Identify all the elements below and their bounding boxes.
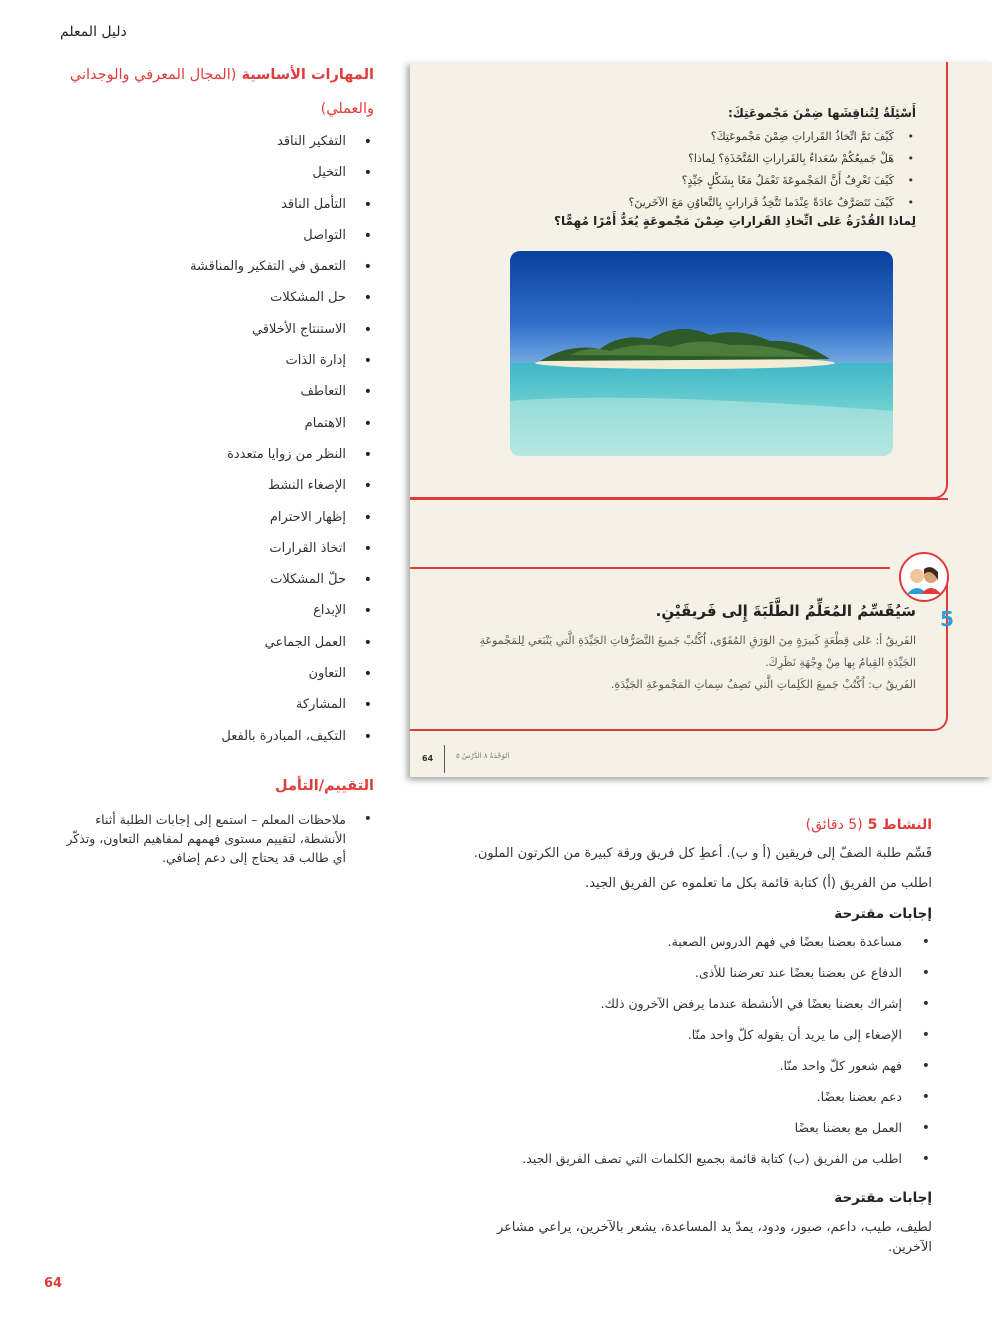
book-page-number: 64	[422, 754, 434, 763]
activity5-duration: (5 دقائق)	[805, 817, 863, 833]
activity-instructions	[456, 630, 916, 696]
activity5-para2: اطلب من الفريق (أ) كتابة قائمة بكل ما تعلموه عن الفريق الجيد.	[585, 876, 932, 891]
skills-list	[60, 132, 374, 758]
skill-item: اتخاذ القرارات •	[60, 539, 374, 570]
skills-section	[60, 58, 374, 758]
question-item: كَيْفَ تَعْرِفُ أَنَّ المَجْموعَةَ تَعْمَلُ مَعًا بِشَكْلٍ جَيِّدٍ؟ •	[476, 170, 916, 192]
skill-item: التعاطف •	[60, 382, 374, 413]
answer-item: الدفاع عن بعضنا بعضًا عند تعرضنا للأذى. •	[460, 961, 932, 992]
question-item: كَيْفَ تَمَّ اتِّخاذُ القَراراتِ ضِمْنَ مَجْموعَتِكَ؟ •	[476, 126, 916, 148]
skill-item: المشاركة •	[60, 695, 374, 726]
questions-title: أَسْئِلَةٌ لِتُناقِشَها ضِمْنَ مَجْموعَتِكَ:	[728, 106, 916, 120]
guide-title: دليل المعلم	[60, 24, 127, 40]
skill-item: التأمل الناقد •	[60, 195, 374, 226]
island-photo	[510, 251, 893, 456]
skill-item: التواصل •	[60, 226, 374, 257]
answer-item: دعم بعضنا بعضًا. •	[460, 1085, 932, 1116]
answer-item: العمل مع بعضنا بعضًا •	[460, 1116, 932, 1147]
final-answer-text: لطيف، طيب، داعم، صبور، ودود، يمدّ يد المساعدة، يشعر بالآخرين، يراعي مشاعر الآخرين.	[496, 1220, 932, 1255]
frame-divider	[410, 498, 948, 500]
suggested-answers-title: إجابات مقترحة	[834, 906, 932, 922]
skill-item: إدارة الذات •	[60, 351, 374, 382]
answer-item: الإصغاء إلى ما يريد أن يقوله كلّ واحد منّا. •	[460, 1023, 932, 1054]
skill-item: النظر من زوايا متعددة •	[60, 445, 374, 476]
skill-item: التكيف، المبادرة بالفعل •	[60, 727, 374, 758]
skill-item: الإصغاء النشط •	[60, 476, 374, 507]
skill-item: العمل الجماعي •	[60, 633, 374, 664]
skill-item: حلّ المشكلات •	[60, 570, 374, 601]
student-book-page	[410, 62, 992, 777]
activity-title: سَيُقَسِّمُ المُعَلِّمُ الطَّلَبَةَ إِلى فَريقَيْنِ.	[655, 602, 916, 620]
skill-item: حل المشكلات •	[60, 288, 374, 319]
skill-item: التعمق في التفكير والمناقشة •	[60, 257, 374, 288]
skill-item: التفكير الناقد •	[60, 132, 374, 163]
suggested-answers-title-2: إجابات مقترحة	[834, 1190, 932, 1206]
group-badge-icon	[899, 552, 949, 602]
skill-item: الاستنتاج الأخلاقي •	[60, 320, 374, 351]
footer-divider	[444, 745, 445, 773]
page-number: 64	[44, 1276, 63, 1291]
key-question: لِماذا القُدْرَةُ عَلى اتِّخاذِ القَراراتِ ضِمْنَ مَجْموعَةٍ يُعَدُّ أَمْرًا مُهِمًّا؟	[554, 214, 916, 228]
assessment-text: ملاحظات المعلم – استمع إلى إجابات الطلبة أثناء الأنشطة، لتقييم مستوى فهمهم لمفاهيم التعاون، وتذكّر أي طالب قد يحتاج إلى دعم إضافي. •	[60, 810, 374, 867]
answer-item: فهم شعور كلّ واحد منّا. •	[460, 1054, 932, 1085]
assessment-title: التقييم/التأمل	[275, 778, 374, 794]
question-item: هَلْ جَميعُكُمْ سُعَداءُ بِالقَراراتِ المُتَّخَذَةِ؟ لِماذا؟ •	[476, 148, 916, 170]
skill-item: الإبداع •	[60, 601, 374, 632]
skills-title	[60, 58, 374, 126]
skill-item: إظهار الاحترام •	[60, 508, 374, 539]
activity-number: 5	[940, 607, 954, 631]
team-a-instruction: الفَريقُ أ: عَلى قِطْعَةٍ كَبيرَةٍ مِنَ الوَرَقِ المُقَوّى، اُكْتُبْ جَميعَ التَّصَرُّفاتِ الجَيِّدَةِ الَّتي يَنْبَغي لِلمَجْموعَةِ الجَيِّدَةِ القِيامُ بِها مِنْ وِجْهَةِ نَظَرِكَ.	[479, 634, 916, 669]
island-illustration	[510, 251, 893, 456]
activity5-section	[460, 812, 932, 1258]
skills-title-bold: المهارات الأساسية	[241, 67, 374, 83]
answer-item: إشراك بعضنا بعضًا في الأنشطة عندما يرفض الآخرون ذلك. •	[460, 992, 932, 1023]
skill-item: التخيل •	[60, 163, 374, 194]
book-footer-label: الوَحْدَةُ ٨ الدَّرْسُ ٥	[456, 752, 510, 760]
question-item: كَيْفَ تَتَصَرَّفُ عادَةً عِنْدَما تَتَّخِذُ قَراراتٍ بِالتَّعاوُنِ مَعَ الآخَرينَ؟ •	[476, 192, 916, 214]
skill-item: التعاون •	[60, 664, 374, 695]
skills-title-sub: (المجال المعرفي والوجداني والعملي)	[69, 67, 374, 117]
activity5-para1: قَسِّم طلبة الصفّ إلى فريقين (أ و ب). أعطِ كل فريق ورقة كبيرة من الكرتون الملون.	[473, 846, 932, 861]
activity5-heading-bold: النشاط 5	[867, 817, 932, 833]
activity5-heading	[460, 812, 932, 838]
questions-list	[476, 126, 916, 214]
skill-item: الاهتمام •	[60, 414, 374, 445]
suggested-answers-list	[460, 930, 932, 1178]
team-b-instruction: الفَريقُ ب: اُكْتُبْ جَميعَ الكَلِماتِ الَّتي تَصِفُ سِماتِ المَجْموعَةِ الجَيِّدَةِ.	[610, 678, 916, 691]
answer-item: مساعدة بعضنا بعضًا في فهم الدروس الصعبة. •	[460, 930, 932, 961]
answer-item: اطلب من الفريق (ب) كتابة قائمة بجميع الكلمات التي تصف الفريق الجيد. •	[460, 1147, 932, 1178]
